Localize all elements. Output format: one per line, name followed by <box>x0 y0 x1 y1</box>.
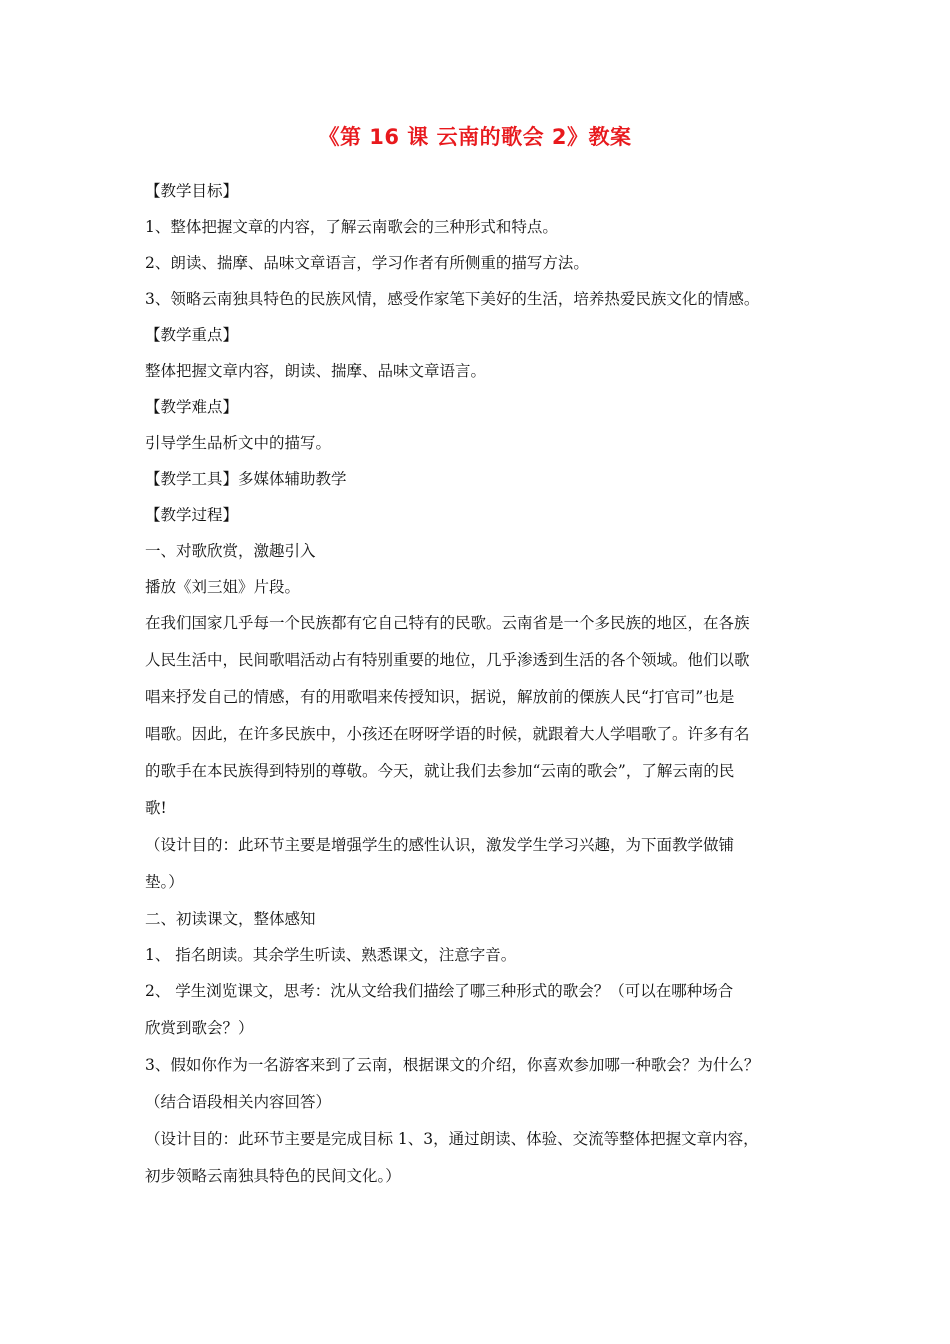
paragraph-line: （结合语段相关内容回答） <box>145 1093 332 1111</box>
paragraph-line: 歌! <box>145 799 167 817</box>
section-one-title: 一、对歌欣赏，激趣引入 <box>145 542 316 560</box>
difficulty-text: 引导学生品析文中的描写。 <box>145 434 332 452</box>
step-item: 1、 指名朗读。其余学生听读、熟悉课文，注意字音。 <box>145 946 517 964</box>
play-instruction: 播放《刘三姐》片段。 <box>145 578 301 596</box>
step-item-three <box>145 1047 815 1121</box>
heading-process: 【教学过程】 <box>145 506 239 524</box>
heading-difficulties: 【教学难点】 <box>145 398 239 416</box>
section-two-title: 二、初读课文，整体感知 <box>145 910 316 928</box>
goal-item: 3、领略云南独具特色的民族风情，感受作家笔下美好的生活，培养热爱民族文化的情感。 <box>145 290 760 308</box>
paragraph-line: 在我们国家几乎每一个民族都有它自己特有的民歌。云南省是一个多民族的地区，在各族 <box>145 614 750 632</box>
paragraph-line: 唱歌。因此，在许多民族中，小孩还在呀呀学语的时候，就跟着大人学唱歌了。许多有名 <box>145 725 750 743</box>
heading-tools: 【教学工具】多媒体辅助教学 <box>145 470 347 488</box>
paragraph-line: （设计目的：此环节主要是增强学生的感性认识，激发学生学习兴趣，为下面教学做铺 <box>145 836 735 854</box>
paragraph-line: （设计目的：此环节主要是完成目标 1、3，通过朗读、体验、交流等整体把握文章内容， <box>145 1130 759 1148</box>
key-point-text: 整体把握文章内容，朗读、揣摩、品味文章语言。 <box>145 362 487 380</box>
heading-key-points: 【教学重点】 <box>145 326 239 344</box>
paragraph-line: 初步领略云南独具特色的民间文化。） <box>145 1167 401 1185</box>
paragraph-line: 人民生活中，民间歌唱活动占有特别重要的地位，几乎渗透到生活的各个领域。他们以歌 <box>145 651 750 669</box>
intro-paragraph <box>145 605 815 827</box>
design-note-two <box>145 1121 815 1195</box>
document-body <box>145 173 815 1195</box>
paragraph-line: 2、 学生浏览课文，思考：沈从文给我们描绘了哪三种形式的歌会？（可以在哪种场合 <box>145 982 734 1000</box>
paragraph-line: 的歌手在本民族得到特别的尊敬。今天，就让我们去参加“云南的歌会”，了解云南的民 <box>145 762 735 780</box>
heading-teaching-goals: 【教学目标】 <box>145 182 239 200</box>
paragraph-line: 欣赏到歌会？） <box>145 1019 254 1037</box>
step-item-two <box>145 973 815 1047</box>
page-title: 《第 16 课 云南的歌会 2》教案 <box>318 125 632 149</box>
goal-item: 1、整体把握文章的内容，了解云南歌会的三种形式和特点。 <box>145 218 558 236</box>
paragraph-line: 唱来抒发自己的情感，有的用歌唱来传授知识，据说，解放前的傈族人民“打官司”也是 <box>145 688 735 706</box>
paragraph-line: 3、假如你作为一名游客来到了云南，根据课文的介绍，你喜欢参加哪一种歌会？为什么？ <box>145 1056 760 1074</box>
goal-item: 2、朗读、揣摩、品味文章语言，学习作者有所侧重的描写方法。 <box>145 254 589 272</box>
design-note-one <box>145 827 815 901</box>
paragraph-line: 垫。） <box>145 873 184 891</box>
